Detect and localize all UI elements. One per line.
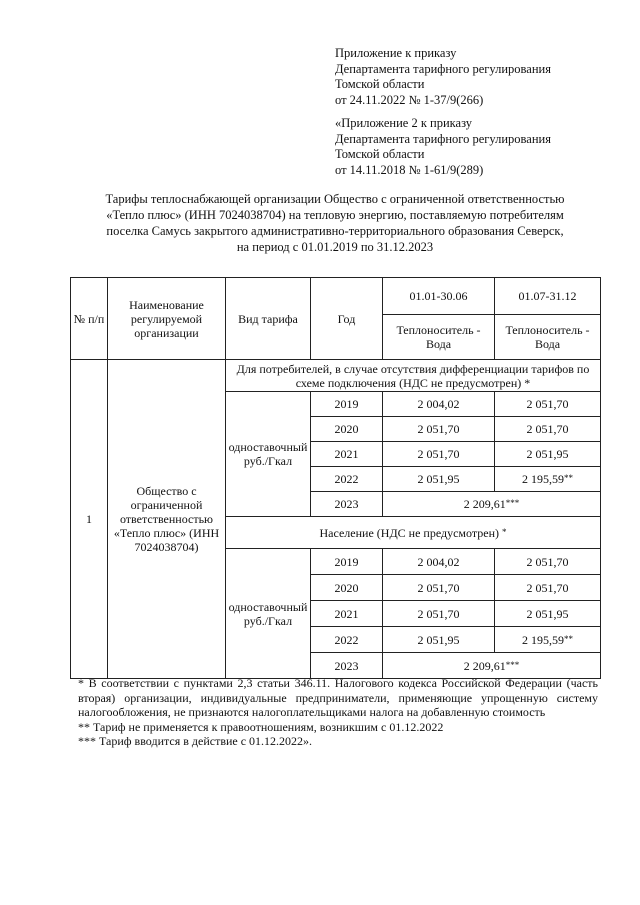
- value-text: 2 209,61: [463, 658, 506, 673]
- value-cell: [495, 392, 601, 417]
- header-block-2: [335, 116, 551, 178]
- footnote-3: *** Тариф вводится в действие с 01.12.2022».: [78, 734, 313, 748]
- header-line: от 14.11.2018 № 1-61/9(289): [335, 162, 484, 177]
- merged-value-cell: [383, 492, 601, 517]
- footnotes: [78, 676, 598, 749]
- year-cell: 2020: [311, 575, 383, 601]
- year-cell: 2023: [311, 653, 383, 679]
- section-1-title-text: Для потребителей, в случае отсутствия дифференциации тарифов по схеме подключения (НДС не предусмотрен): [236, 361, 590, 390]
- col-header-year: Год: [311, 278, 383, 360]
- col-header-num: № п/п: [71, 278, 108, 360]
- value-cell: 2 004,02: [383, 392, 495, 417]
- year-cell: 2021: [311, 442, 383, 467]
- year-cell: 2022: [311, 627, 383, 653]
- section-2-title: [226, 517, 601, 549]
- year-cell: 2022: [311, 467, 383, 492]
- value-cell: 2 051,70: [383, 601, 495, 627]
- footnote-mark: ***: [505, 659, 520, 670]
- footnote-mark: ***: [505, 498, 520, 508]
- header-line: Приложение к приказу: [335, 46, 457, 60]
- title-line: на период с 01.01.2019 по 31.12.2023: [236, 240, 434, 254]
- value-text: 2 051,70: [526, 397, 569, 411]
- value-text: 2 195,59: [522, 472, 564, 486]
- value-cell: [495, 601, 601, 627]
- merged-value-cell: [383, 653, 601, 679]
- header-line: Департамента тарифного регулирования: [335, 131, 551, 146]
- year-cell: 2021: [311, 601, 383, 627]
- section-title-row: [71, 360, 601, 392]
- value-cell: 2 004,02: [383, 549, 495, 575]
- value-text: 2 051,70: [526, 422, 569, 436]
- header-line: «Приложение 2 к приказу: [335, 116, 473, 130]
- title-line: Тарифы теплоснабжающей организации Общество с ограниченной ответственностью: [105, 192, 565, 206]
- value-text: 2 195,59: [522, 632, 564, 647]
- footnote-1: * В соответствии с пунктами 2,3 статьи 346.11. Налогового кодекса Российской Федерации (часть вторая) организации, индивидуальные предприниматели, применяющие упрощенную систему налогообложения, не признаются налогоплательщиками налога на добавленную стоимость: [78, 676, 598, 719]
- value-cell: 2 051,95: [383, 627, 495, 653]
- organization-name: Общество с ограниченной ответственностью «Тепло плюс» (ИНН 7024038704): [108, 360, 226, 679]
- section-1-title: [226, 360, 601, 392]
- value-text: 2 051,70: [526, 554, 569, 569]
- value-cell: [495, 467, 601, 492]
- row-number: 1: [71, 360, 108, 679]
- tariff-type: одноставочный руб./Гкал: [226, 549, 311, 679]
- footnote-mark: **: [564, 473, 573, 483]
- value-text: 2 051,95: [526, 447, 569, 461]
- col-header-org: Наименование регулируемой организации: [108, 278, 226, 360]
- footnote-mark: **: [564, 633, 573, 644]
- title-line: поселка Самусь закрытого административно-территориального образования Северск,: [106, 224, 564, 238]
- year-cell: 2020: [311, 417, 383, 442]
- header-line: Томской области: [335, 147, 425, 161]
- value-text: 2 209,61: [463, 497, 506, 511]
- col-header-carrier-2: Теплоноситель - Вода: [495, 315, 601, 360]
- tariff-table: [70, 277, 601, 679]
- col-header-carrier-1: Теплоноситель - Вода: [383, 315, 495, 360]
- document-title: [70, 191, 600, 255]
- value-cell: [495, 575, 601, 601]
- value-cell: [495, 549, 601, 575]
- value-text: 2 051,95: [526, 606, 569, 621]
- footnote-2: ** Тариф не применяется к правоотношениям, возникшим с 01.12.2022: [78, 719, 444, 734]
- title-line: «Тепло плюс» (ИНН 7024038704) на тепловую энергию, поставляемую потребителям: [106, 208, 564, 222]
- value-cell: 2 051,70: [383, 417, 495, 442]
- value-text: 2 051,70: [526, 580, 569, 595]
- value-cell: 2 051,95: [383, 467, 495, 492]
- value-cell: [495, 442, 601, 467]
- col-header-type: Вид тарифа: [226, 278, 311, 360]
- section-2-footnote-mark: *: [501, 526, 507, 537]
- year-cell: 2019: [311, 392, 383, 417]
- tariff-type: одноставочный руб./Гкал: [226, 392, 311, 517]
- year-cell: 2019: [311, 549, 383, 575]
- table-header-row: [71, 278, 601, 315]
- header-block-1: [335, 46, 551, 108]
- header-line: от 24.11.2022 № 1-37/9(266): [335, 92, 484, 107]
- section-1-footnote-mark: *: [524, 375, 531, 390]
- year-cell: 2023: [311, 492, 383, 517]
- header-line: Департамента тарифного регулирования: [335, 61, 551, 76]
- value-cell: 2 051,70: [383, 575, 495, 601]
- header-line: Томской области: [335, 77, 425, 91]
- col-header-period-2: 01.07-31.12: [495, 278, 601, 315]
- value-cell: 2 051,70: [383, 442, 495, 467]
- section-2-title-text: Население (НДС не предусмотрен): [319, 525, 499, 540]
- value-cell: [495, 417, 601, 442]
- col-header-period-1: 01.01-30.06: [383, 278, 495, 315]
- value-cell: [495, 627, 601, 653]
